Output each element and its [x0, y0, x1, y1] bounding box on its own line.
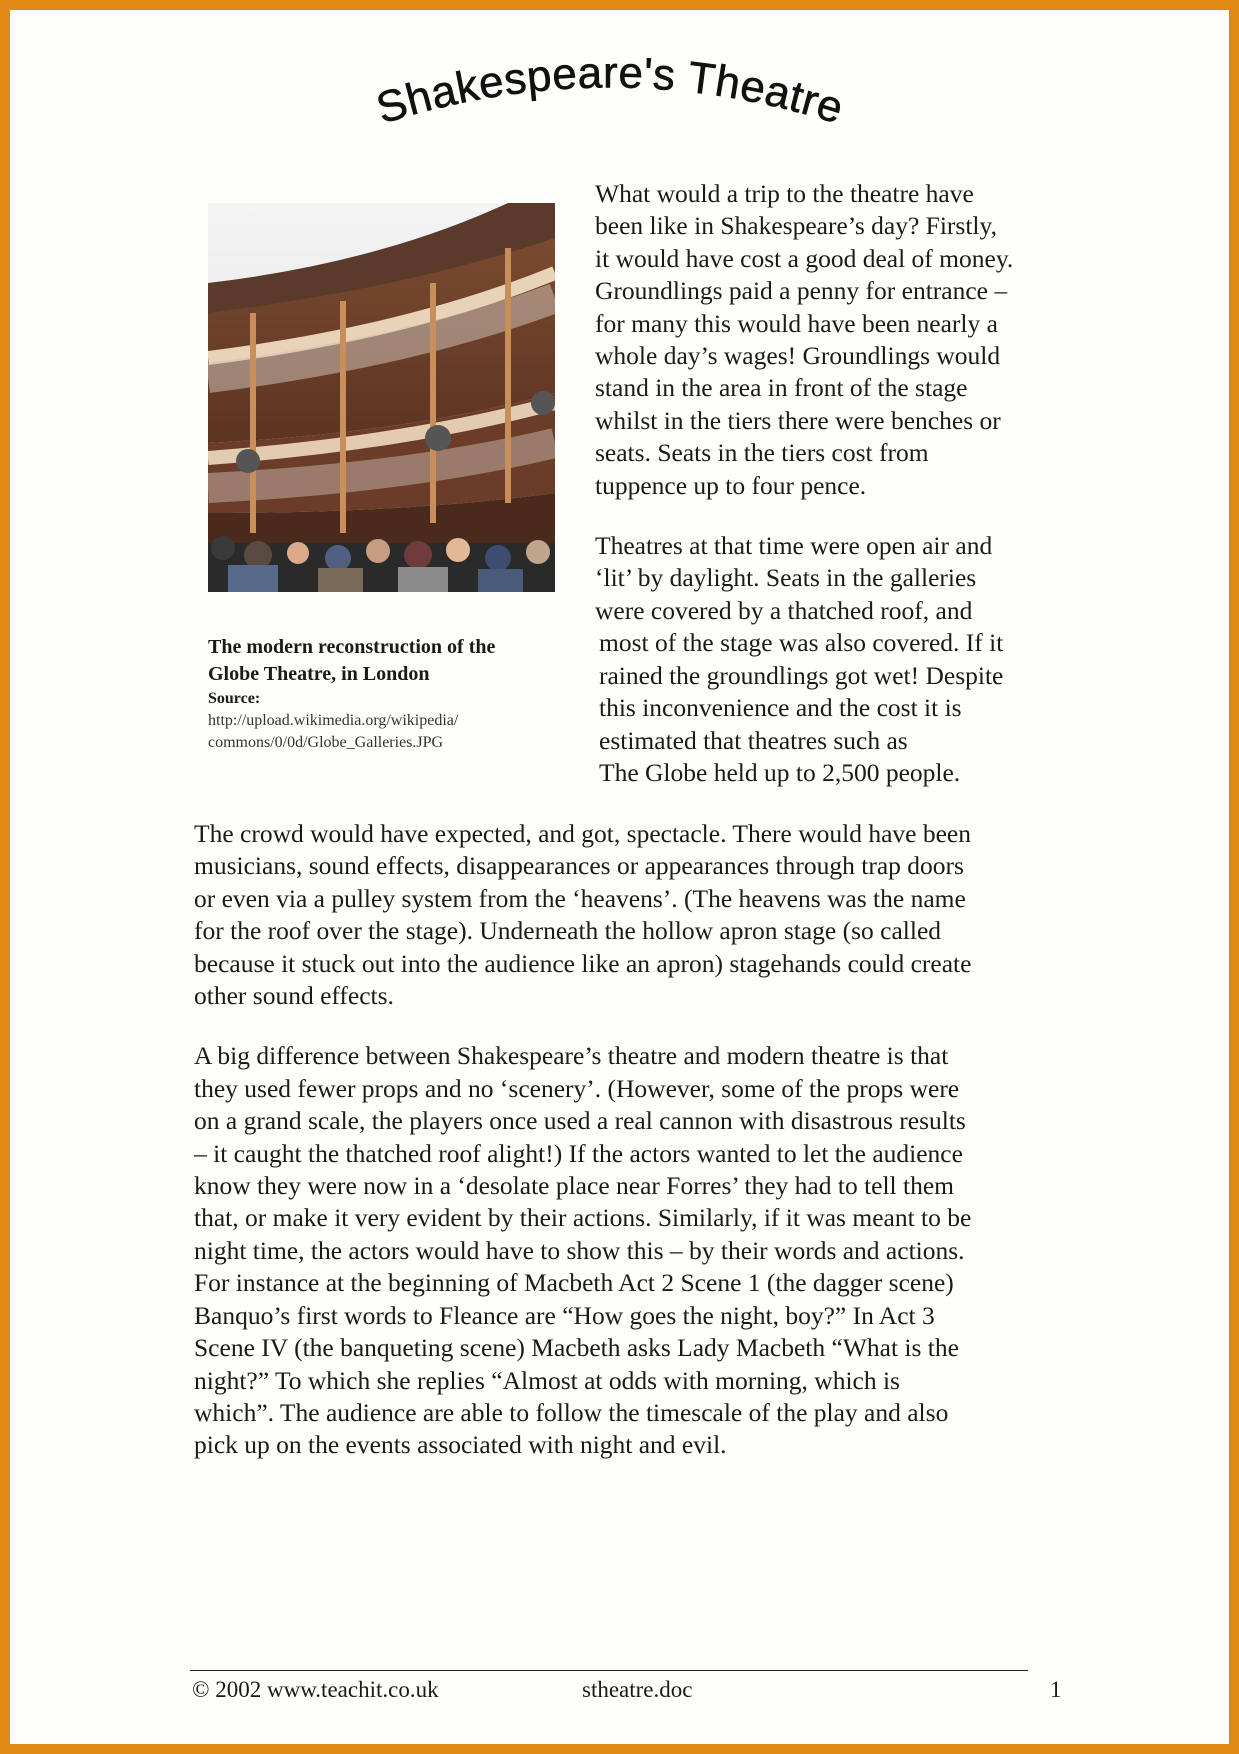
title-text-path: Shakespeare's Theatre — [370, 48, 850, 134]
footer-divider — [190, 1670, 1028, 1671]
para4-line: Scene IV (the banqueting scene) Macbeth asks Lady Macbeth “What is the — [194, 1333, 959, 1363]
para1-line: tuppence up to four pence. — [595, 470, 867, 500]
caption-source-label: Source: — [208, 690, 261, 707]
para3-line: musicians, sound effects, disappearances or appearances through trap doors — [194, 851, 964, 881]
globe-theatre-photo — [208, 203, 555, 592]
para2-line: ‘lit’ by daylight. Seats in the galleries — [595, 563, 977, 593]
caption-url-line2: commons/0/0d/Globe_Galleries.JPG — [208, 734, 444, 751]
para3-line: The crowd would have expected, and got, spectacle. There would have been — [194, 819, 971, 848]
para4-line: they used fewer props and no ‘scenery’. (However, some of the props were — [194, 1073, 960, 1103]
para1-line: it would have cost a good deal of money. — [595, 243, 1014, 273]
para1-line: Groundlings paid a penny for entrance – — [595, 276, 1008, 306]
para2-line: were covered by a thatched roof, and — [595, 595, 973, 625]
para4-line: night?” To which she replies “Almost at odds with morning, which is — [194, 1365, 900, 1395]
para4-line: pick up on the events associated with night and evil. — [194, 1430, 727, 1460]
para4-line: on a grand scale, the players once used a real cannon with disastrous results — [194, 1106, 966, 1136]
caption-title-line1: The modern reconstruction of the — [208, 636, 496, 658]
para1-line: What would a trip to the theatre have — [595, 179, 974, 208]
para4-line: Banquo’s first words to Fleance are “How goes the night, boy?” In Act 3 — [194, 1300, 935, 1330]
para1-line: whilst in the tiers there were benches or — [595, 405, 1001, 435]
paragraph-2 — [595, 530, 1075, 789]
para3-line: or even via a pulley system from the ‘heavens’. (The heavens was the name — [194, 883, 966, 913]
para4-line: which”. The audience are able to follow the timescale of the play and also — [194, 1397, 949, 1427]
para4-line: that, or make it very evident by their actions. Similarly, if it was meant to be — [194, 1203, 972, 1233]
para4-line: night time, the actors would have to show this – by their words and actions. — [194, 1235, 965, 1265]
footer-filename: stheatre.doc — [582, 1677, 693, 1702]
para2-line: estimated that theatres such as — [599, 725, 908, 755]
para1-line: seats. Seats in the tiers cost from — [595, 438, 929, 468]
intro-column — [595, 178, 1075, 817]
photo-caption — [208, 634, 568, 754]
title-text — [371, 48, 849, 133]
para4-line: – it caught the thatched roof alight!) If the actors wanted to let the audience — [194, 1138, 963, 1168]
para3-line: for the roof over the stage). Underneath the hollow apron stage (so called — [194, 916, 942, 946]
para1-line: for many this would have been nearly a — [595, 308, 998, 338]
caption-title-line2: Globe Theatre, in London — [208, 663, 430, 685]
paragraph-3 — [194, 818, 1074, 1012]
para3-line: other sound effects. — [194, 981, 394, 1011]
footer-copyright: © 2002 www.teachit.co.uk — [192, 1677, 439, 1702]
para1-line: whole day’s wages! Groundlings would — [595, 341, 1001, 371]
paragraph-1 — [595, 178, 1075, 502]
photo-illustration — [208, 203, 555, 592]
body-text — [194, 818, 1074, 1490]
paragraph-4 — [194, 1040, 1074, 1461]
para1-line: stand in the area in front of the stage — [595, 373, 968, 403]
para3-line: because it stuck out into the audience like an apron) stagehands could create — [194, 948, 972, 978]
para1-line: been like in Shakespeare’s day? Firstly, — [595, 211, 997, 241]
para4-line: A big difference between Shakespeare’s theatre and modern theatre is that — [194, 1041, 949, 1071]
para2-line: most of the stage was also covered. If it — [599, 628, 1004, 658]
para4-line: know they were now in a ‘desolate place near Forres’ they had to tell them — [194, 1171, 955, 1201]
para2-line: this inconvenience and the cost it is — [599, 693, 962, 723]
caption-url-line1: http://upload.wikimedia.org/wikipedia/ — [208, 712, 459, 729]
para4-line: For instance at the beginning of Macbeth Act 2 Scene 1 (the dagger scene) — [194, 1268, 954, 1298]
para2-line: rained the groundlings got wet! Despite — [599, 660, 1004, 690]
para2-line: The Globe held up to 2,500 people. — [599, 757, 961, 787]
footer-page-number: 1 — [1050, 1677, 1062, 1702]
title-arc — [330, 30, 890, 160]
para2-line: Theatres at that time were open air and — [595, 531, 993, 561]
page-title — [330, 30, 890, 160]
